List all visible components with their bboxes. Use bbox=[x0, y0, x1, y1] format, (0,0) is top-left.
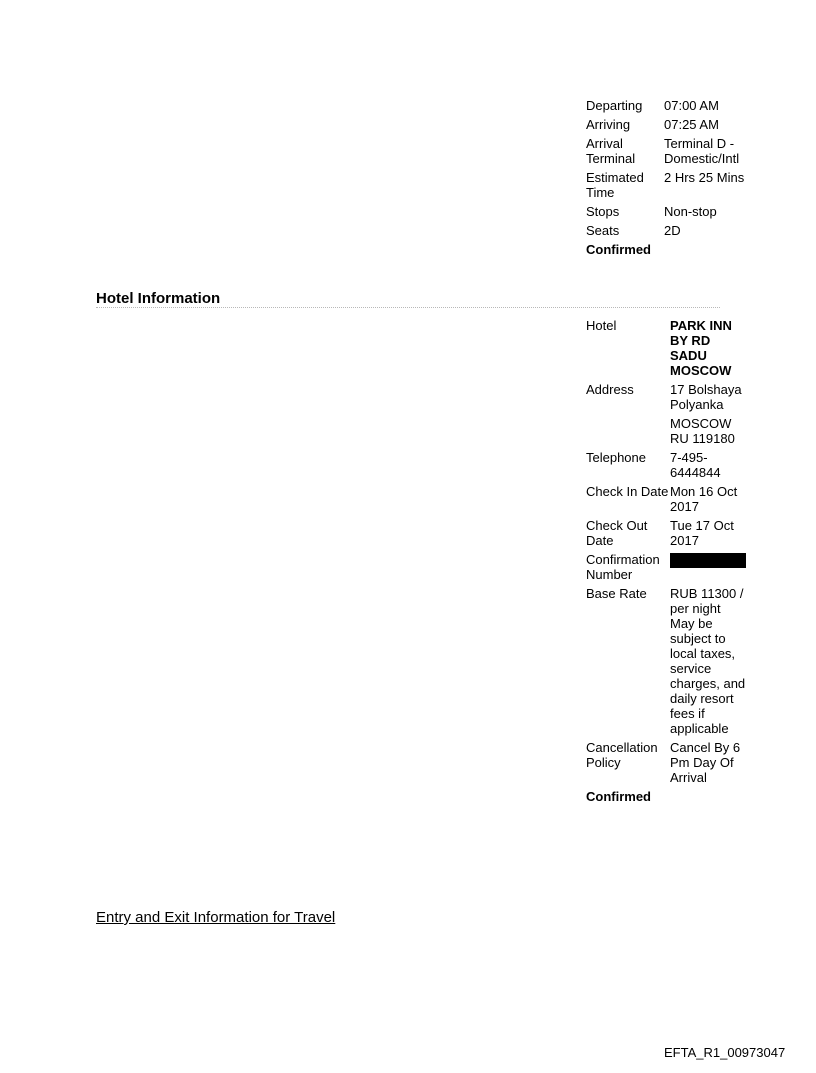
flight-row-seats bbox=[586, 223, 754, 242]
check-out-value: Tue 17 Oct 2017 bbox=[670, 518, 734, 548]
address-street: 17 Bolshaya Polyanka bbox=[670, 382, 742, 412]
flight-value-arrival-terminal: Terminal D - Domestic/Intl bbox=[664, 136, 740, 166]
flight-row-arriving bbox=[586, 117, 754, 136]
telephone-label: Telephone bbox=[586, 450, 646, 465]
check-out-label: Check Out Date bbox=[586, 518, 648, 548]
confirmation-label: Confirmation Number bbox=[586, 552, 660, 582]
hotel-row-confirmation bbox=[586, 552, 746, 586]
hotel-row-base-rate bbox=[586, 586, 746, 740]
flight-value-estimated-time: 2 Hrs 25 Mins bbox=[664, 170, 745, 185]
hotel-row-address bbox=[586, 382, 746, 450]
hotel-row-cancellation bbox=[586, 740, 746, 789]
check-in-label: Check In Date bbox=[586, 484, 669, 499]
hotel-status: Confirmed bbox=[586, 789, 651, 804]
hotel-label: Hotel bbox=[586, 318, 617, 333]
document-id: EFTA_R1_00973047 bbox=[664, 1045, 786, 1060]
cancellation-label: Cancellation Policy bbox=[586, 740, 658, 770]
flight-row-departing bbox=[586, 98, 754, 117]
entry-exit-info-link[interactable]: Entry and Exit Information for Travel bbox=[96, 909, 336, 926]
flight-row-arrival-terminal bbox=[586, 136, 754, 170]
flight-row-status bbox=[586, 242, 754, 261]
hotel-row-name bbox=[586, 318, 746, 382]
redaction-block bbox=[670, 553, 746, 568]
section-divider bbox=[96, 307, 720, 308]
hotel-row-telephone bbox=[586, 450, 746, 484]
hotel-name: PARK INN BY RD SADU MOSCOW bbox=[670, 318, 732, 378]
address-city: MOSCOW RU 119180 bbox=[670, 416, 735, 446]
cancellation-value: Cancel By 6 Pm Day Of Arrival bbox=[670, 740, 741, 785]
address-label: Address bbox=[586, 382, 634, 397]
flight-label-departing: Departing bbox=[586, 98, 643, 113]
flight-value-arriving: 07:25 AM bbox=[664, 117, 719, 132]
flight-label-seats: Seats bbox=[586, 223, 620, 238]
hotel-row-check-out bbox=[586, 518, 746, 552]
flight-label-arrival-terminal: Arrival Terminal bbox=[586, 136, 636, 166]
flight-value-departing: 07:00 AM bbox=[664, 98, 719, 113]
flight-row-estimated-time bbox=[586, 170, 754, 204]
hotel-row-status bbox=[586, 789, 746, 808]
flight-status: Confirmed bbox=[586, 242, 651, 257]
flight-value-seats: 2D bbox=[664, 223, 681, 238]
confirmation-value bbox=[670, 552, 746, 586]
address-value bbox=[670, 382, 746, 450]
check-in-value: Mon 16 Oct 2017 bbox=[670, 484, 738, 514]
flight-row-stops bbox=[586, 204, 754, 223]
hotel-section-heading: Hotel Information bbox=[96, 290, 221, 307]
flight-label-estimated-time: Estimated Time bbox=[586, 170, 644, 200]
flight-label-arriving: Arriving bbox=[586, 117, 631, 132]
flight-details-table bbox=[586, 98, 754, 261]
hotel-row-check-in bbox=[586, 484, 746, 518]
flight-label-stops: Stops bbox=[586, 204, 620, 219]
hotel-details-table bbox=[586, 318, 746, 808]
base-rate-label: Base Rate bbox=[586, 586, 647, 601]
flight-value-stops: Non-stop bbox=[664, 204, 717, 219]
telephone-value: 7-495-6444844 bbox=[670, 450, 721, 480]
base-rate-value: RUB 11300 / per night May be subject to local taxes, service charges, and daily resort fees if applicable bbox=[670, 586, 746, 736]
